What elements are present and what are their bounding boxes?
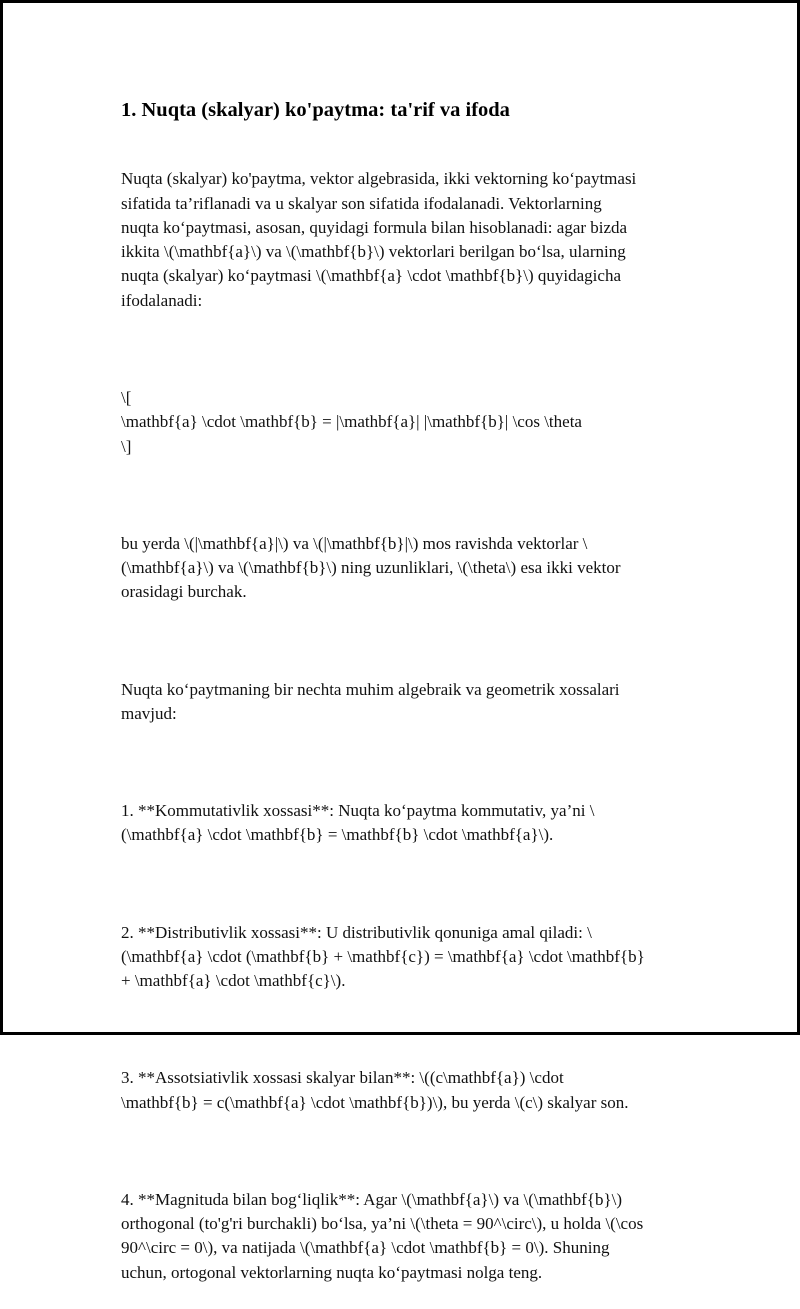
paragraph-spacer bbox=[121, 483, 697, 507]
document-body bbox=[121, 143, 697, 1309]
paragraph-spacer bbox=[121, 629, 697, 653]
paragraph-spacer bbox=[121, 337, 697, 361]
intro-paragraph: Nuqta (skalyar) ko'paytma, vektor algebrasida, ikki vektorning ko‘paytmasi sifatida ta’riflanadi va u skalyar son sifatida ifodalanadi. Vektorlarning nuqta ko‘paytmasi, asosan, quyidagi formula bilan hisoblanadi: agar bizda ikkita \(\mathbf{a}\) va \(\mathbf{b}\) vektorlari berilgan bo‘lsa, ularning nuqta (skalyar) ko‘paytmasi \(\mathbf{a} \cdot \mathbf{b}\) quyidagicha ifodalanadi: bbox=[121, 169, 637, 310]
paragraph-spacer bbox=[121, 1018, 697, 1042]
formula-explanation-paragraph: bu yerda \(|\mathbf{a}|\) va \(|\mathbf{b}|\) mos ravishda vektorlar \ (\mathbf{a}\) va \(\mathbf{b}\) ning uzunliklari, \(\theta\) esa ikki vektor orasidagi burchak. bbox=[121, 533, 621, 602]
property-magnitude: 4. **Magnituda bilan bog‘liqlik**: Agar \(\mathbf{a}\) va \(\mathbf{b}\) orthogonal (to'g'ri burchakli) bo‘lsa, ya’ni \(\theta = 90^\circ\), u holda \(\cos 90^\circ = 0\), va natijada \(\mathbf{a} \cdot \mathbf{b} = 0\). Shuning uchun, ortogonal vektorlarning nuqta ko‘paytmasi nolga teng. bbox=[121, 1189, 644, 1282]
display-formula: \[ \mathbf{a} \cdot \mathbf{b} = |\mathbf{a}| |\mathbf{b}| \cos \theta \] bbox=[121, 387, 582, 456]
properties-intro-paragraph: Nuqta ko‘paytmaning bir nechta muhim algebraik va geometrik xossalari mavjud: bbox=[121, 679, 620, 723]
property-distributive: 2. **Distributivlik xossasi**: U distributivlik qonuniga amal qiladi: \ (\mathbf{a} \cdot (\mathbf{b} + \mathbf{c}) = \mathbf{a} \cdot \mathbf{b} + \mathbf{a} \cdot \mathbf{c}\). bbox=[121, 922, 645, 991]
paragraph-spacer bbox=[121, 872, 697, 896]
section-heading: 1. Nuqta (skalyar) ko'paytma: ta'rif va ifoda bbox=[121, 99, 510, 121]
paragraph-spacer bbox=[121, 750, 697, 774]
property-commutative: 1. **Kommutativlik xossasi**: Nuqta ko‘paytma kommutativ, ya’ni \ (\mathbf{a} \cdot \mathbf{b} = \mathbf{b} \cdot \mathbf{a}\). bbox=[121, 801, 595, 845]
property-associative: 3. **Assotsiativlik xossasi skalyar bilan**: \((c\mathbf{a}) \cdot \mathbf{b} = c(\mathbf{a} \cdot \mathbf{b})\), bu yerda \(c\) skalyar son. bbox=[121, 1068, 629, 1112]
paragraph-spacer bbox=[121, 1139, 697, 1163]
